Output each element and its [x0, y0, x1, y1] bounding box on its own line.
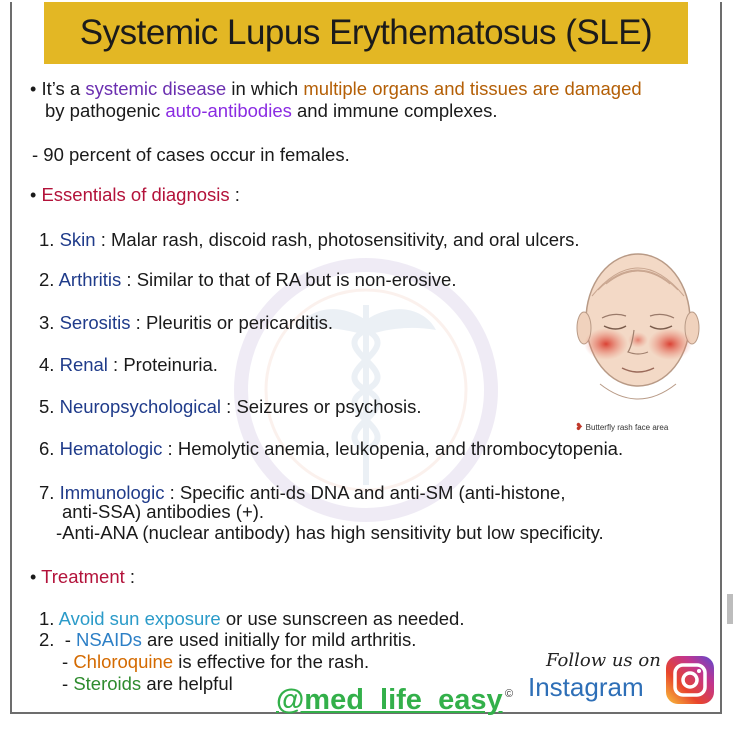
treatment-term-sun: Avoid sun exposure	[58, 608, 221, 629]
treatment-text: or use sunscreen as needed.	[220, 608, 465, 629]
treatment-title: Treatment	[41, 566, 125, 587]
dash: -	[62, 673, 69, 694]
item-number: 6.	[39, 438, 55, 459]
butterfly-icon: ❥	[575, 422, 584, 433]
item-sep: :	[221, 396, 237, 417]
intro-text: by pathogenic	[45, 100, 166, 121]
item-sep: :	[162, 438, 178, 459]
item-term: Skin	[59, 229, 96, 250]
essentials-title: Essentials of diagnosis	[41, 184, 230, 205]
item-desc: Specific anti-ds DNA and anti-SM (anti-histone,	[179, 482, 566, 503]
treatment-text: are helpful	[141, 673, 233, 694]
females-note: - 90 percent of cases occur in females.	[32, 144, 350, 165]
rash-caption-text: Butterfly rash face area	[585, 423, 669, 432]
item-term: Arthritis	[58, 269, 122, 290]
page-title: Systemic Lupus Erythematosus (SLE)	[79, 13, 653, 52]
item-number: 2.	[39, 629, 55, 650]
treatment-item-2	[39, 629, 416, 651]
item-number: 2.	[39, 269, 55, 290]
essential-item-renal	[39, 354, 218, 376]
auto-antibodies-term: auto-antibodies	[165, 100, 292, 121]
immunologic-line-3: -Anti-ANA (nuclear antibody) has high sensitivity but low specificity.	[56, 522, 604, 543]
item-number: 3.	[39, 312, 55, 333]
treatment-item-4	[62, 673, 233, 695]
instagram-text[interactable]: Instagram	[528, 672, 644, 702]
essential-item-skin	[39, 229, 580, 251]
intro-line-2	[45, 100, 498, 122]
item-term: Hematologic	[59, 438, 163, 459]
treatment-text: is effective for the rash.	[173, 651, 370, 672]
heading-colon: :	[124, 566, 136, 587]
treatment-heading	[30, 566, 135, 588]
treatment-text: are used initially for mild arthritis.	[141, 629, 417, 650]
intro-line-1	[30, 78, 642, 100]
handle-link[interactable]: @med_life_easy	[276, 684, 503, 716]
bullet-dot: •	[30, 185, 37, 205]
item-number: 1.	[39, 608, 55, 629]
rash-caption	[575, 422, 668, 433]
treatment-term-steroids: Steroids	[73, 673, 142, 694]
butterfly-rash-face-illustration	[570, 250, 706, 418]
essential-item-serositis	[39, 312, 333, 334]
follow-text: Follow us on	[546, 650, 661, 671]
item-number: 4.	[39, 354, 55, 375]
title-bar	[44, 2, 688, 64]
treatment-term-chloroquine: Chloroquine	[73, 651, 174, 672]
essentials-heading	[30, 184, 240, 206]
item-sep: :	[107, 354, 124, 375]
item-sep: :	[95, 229, 111, 250]
dash: -	[62, 651, 69, 672]
item-desc: Pleuritis or pericarditis.	[145, 312, 334, 333]
immunologic-line-2: anti-SSA) antibodies (+).	[62, 501, 265, 522]
treatment-item-1	[39, 608, 464, 630]
item-desc: Similar to that of RA but is non-erosive.	[136, 269, 457, 290]
item-sep: :	[121, 269, 137, 290]
heading-colon: :	[229, 184, 240, 205]
intro-text: and immune complexes.	[291, 100, 498, 121]
item-desc: Proteinuria.	[123, 354, 218, 375]
item-number: 5.	[39, 396, 55, 417]
item-term: Serositis	[59, 312, 131, 333]
item-number: 1.	[39, 229, 55, 250]
systemic-term: systemic disease	[85, 78, 227, 99]
essential-item-neuropsychological	[39, 396, 422, 418]
treatment-item-3	[62, 651, 369, 673]
item-term: Renal	[59, 354, 108, 375]
item-number: 7.	[39, 482, 55, 503]
intro-text: in which	[226, 78, 304, 99]
item-desc: Malar rash, discoid rash, photosensitivity, and oral ulcers.	[111, 229, 580, 250]
instagram-icon[interactable]	[664, 654, 716, 706]
item-term: Immunologic	[59, 482, 165, 503]
intro-text: It’s a	[41, 78, 86, 99]
item-sep: :	[130, 312, 146, 333]
organs-term: multiple organs and tissues are damaged	[303, 78, 642, 99]
item-term: Neuropsychological	[59, 396, 222, 417]
item-desc: Hemolytic anemia, leukopenia, and thrombocytopenia.	[177, 438, 624, 459]
bullet-dot: •	[30, 567, 37, 587]
essential-item-arthritis	[39, 269, 456, 291]
essential-item-hematologic	[39, 438, 623, 460]
edge-divider	[727, 594, 733, 624]
treatment-term-nsaids: NSAIDs	[76, 629, 142, 650]
bullet-dot: •	[30, 79, 37, 99]
item-desc: Seizures or psychosis.	[236, 396, 422, 417]
item-sep: :	[164, 482, 180, 503]
copyright-mark: ©	[505, 688, 514, 700]
dash: -	[64, 629, 71, 650]
